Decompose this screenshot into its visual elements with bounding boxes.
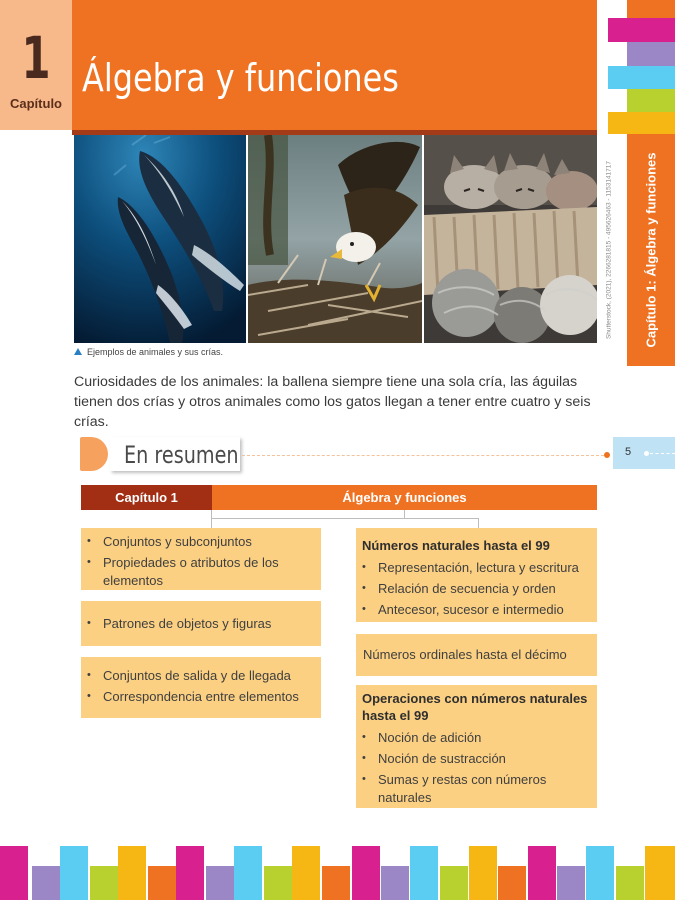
bottom-strip xyxy=(176,846,204,900)
summary-dashed-line xyxy=(242,455,604,456)
bottom-strip xyxy=(645,846,675,900)
bottom-strip xyxy=(234,846,262,900)
whale-photo xyxy=(74,135,246,343)
summary-box-natural-numbers xyxy=(356,528,597,622)
bottom-strip xyxy=(528,846,556,900)
list-item: • Noción de adición xyxy=(356,729,591,747)
deco-strip-orange xyxy=(627,0,675,18)
deco-strip-lavender xyxy=(627,42,675,66)
bottom-strip xyxy=(498,866,526,900)
eagle-photo xyxy=(248,135,422,343)
bottom-strip xyxy=(32,866,60,900)
bottom-strip xyxy=(616,866,644,900)
photo-caption xyxy=(74,347,223,357)
connector-center xyxy=(404,510,405,518)
chapter-word: Capítulo xyxy=(10,96,62,111)
box-heading: Números naturales hasta el 99 xyxy=(362,538,550,553)
page-line xyxy=(650,453,675,454)
list-item: • Noción de sustracción xyxy=(356,750,591,768)
bottom-strip xyxy=(440,866,468,900)
summary-box-correspondence xyxy=(81,657,321,718)
chapter-title: Álgebra y funciones xyxy=(82,56,399,100)
bottom-strip xyxy=(0,846,28,900)
bottom-strip xyxy=(264,866,292,900)
summary-box-operations xyxy=(356,685,597,808)
summary-marker-icon xyxy=(80,437,108,471)
caption-triangle-icon xyxy=(74,348,82,355)
bottom-strip xyxy=(148,866,176,900)
list-item: • Sumas y restas con números naturales xyxy=(356,771,591,806)
page-number: 5 xyxy=(625,446,632,458)
list-item: • Conjuntos de salida y de llegada xyxy=(81,667,315,685)
bottom-strip xyxy=(322,866,350,900)
summary-chapter-label: Capítulo 1 xyxy=(81,485,212,510)
list-item: • Representación, lectura y escritura xyxy=(356,559,591,577)
box-text: Números ordinales hasta el décimo xyxy=(363,647,567,662)
intro-paragraph: Curiosidades de los animales: la ballena siempre tiene una sola cría, las águilas tienen dos crías y otros animales como los gatos llegan a tener entre cuatro y seis crías. xyxy=(74,374,591,430)
list-item: • Relación de secuencia y orden xyxy=(356,580,591,598)
bottom-strip xyxy=(586,846,614,900)
chapter-number: 1 xyxy=(21,24,51,92)
list-item: • Correspondencia entre elementos xyxy=(81,688,315,706)
deco-strip-magenta xyxy=(608,18,675,42)
summary-box-patterns xyxy=(81,601,321,646)
summary-line-dot xyxy=(604,452,610,458)
bottom-strip xyxy=(90,866,118,900)
kittens-photo xyxy=(424,135,597,343)
side-chapter-label: Capítulo 1: Álgebra y funciones xyxy=(643,152,659,348)
box-heading: Operaciones con números naturales hasta el 99 xyxy=(362,691,588,723)
bottom-strip xyxy=(469,846,497,900)
connector-right xyxy=(478,518,479,528)
bottom-strip xyxy=(206,866,234,900)
bottom-strip xyxy=(352,846,380,900)
bottom-strip xyxy=(410,846,438,900)
connector-horizontal xyxy=(211,518,479,519)
list-item: • Antecesor, sucesor e intermedio xyxy=(356,601,591,619)
summary-box-sets xyxy=(81,528,321,590)
list-item: • Patrones de objetos y figuras xyxy=(81,615,315,633)
deco-strip-lime xyxy=(627,89,675,112)
list-item: • Propiedades o atributos de los elementos xyxy=(81,554,315,589)
deco-strip-amber xyxy=(608,112,675,134)
list-item: • Conjuntos y subconjuntos xyxy=(81,533,315,551)
bottom-strip xyxy=(557,866,585,900)
bottom-strip xyxy=(381,866,409,900)
summary-topic-label: Álgebra y funciones xyxy=(212,485,597,510)
page-dot xyxy=(644,451,649,456)
summary-box-ordinals xyxy=(356,634,597,676)
photo-credit: Shutterstock, (2021), 2266281815 - 495626463 - 1153141717 xyxy=(605,160,613,340)
bottom-strip xyxy=(118,846,146,900)
bottom-strip xyxy=(60,846,88,900)
connector-left xyxy=(211,510,212,528)
deco-strip-sky xyxy=(608,66,675,89)
bottom-strip xyxy=(292,846,320,900)
summary-heading: En resumen xyxy=(124,441,239,469)
caption-text: Ejemplos de animales y sus crías. xyxy=(87,347,224,357)
